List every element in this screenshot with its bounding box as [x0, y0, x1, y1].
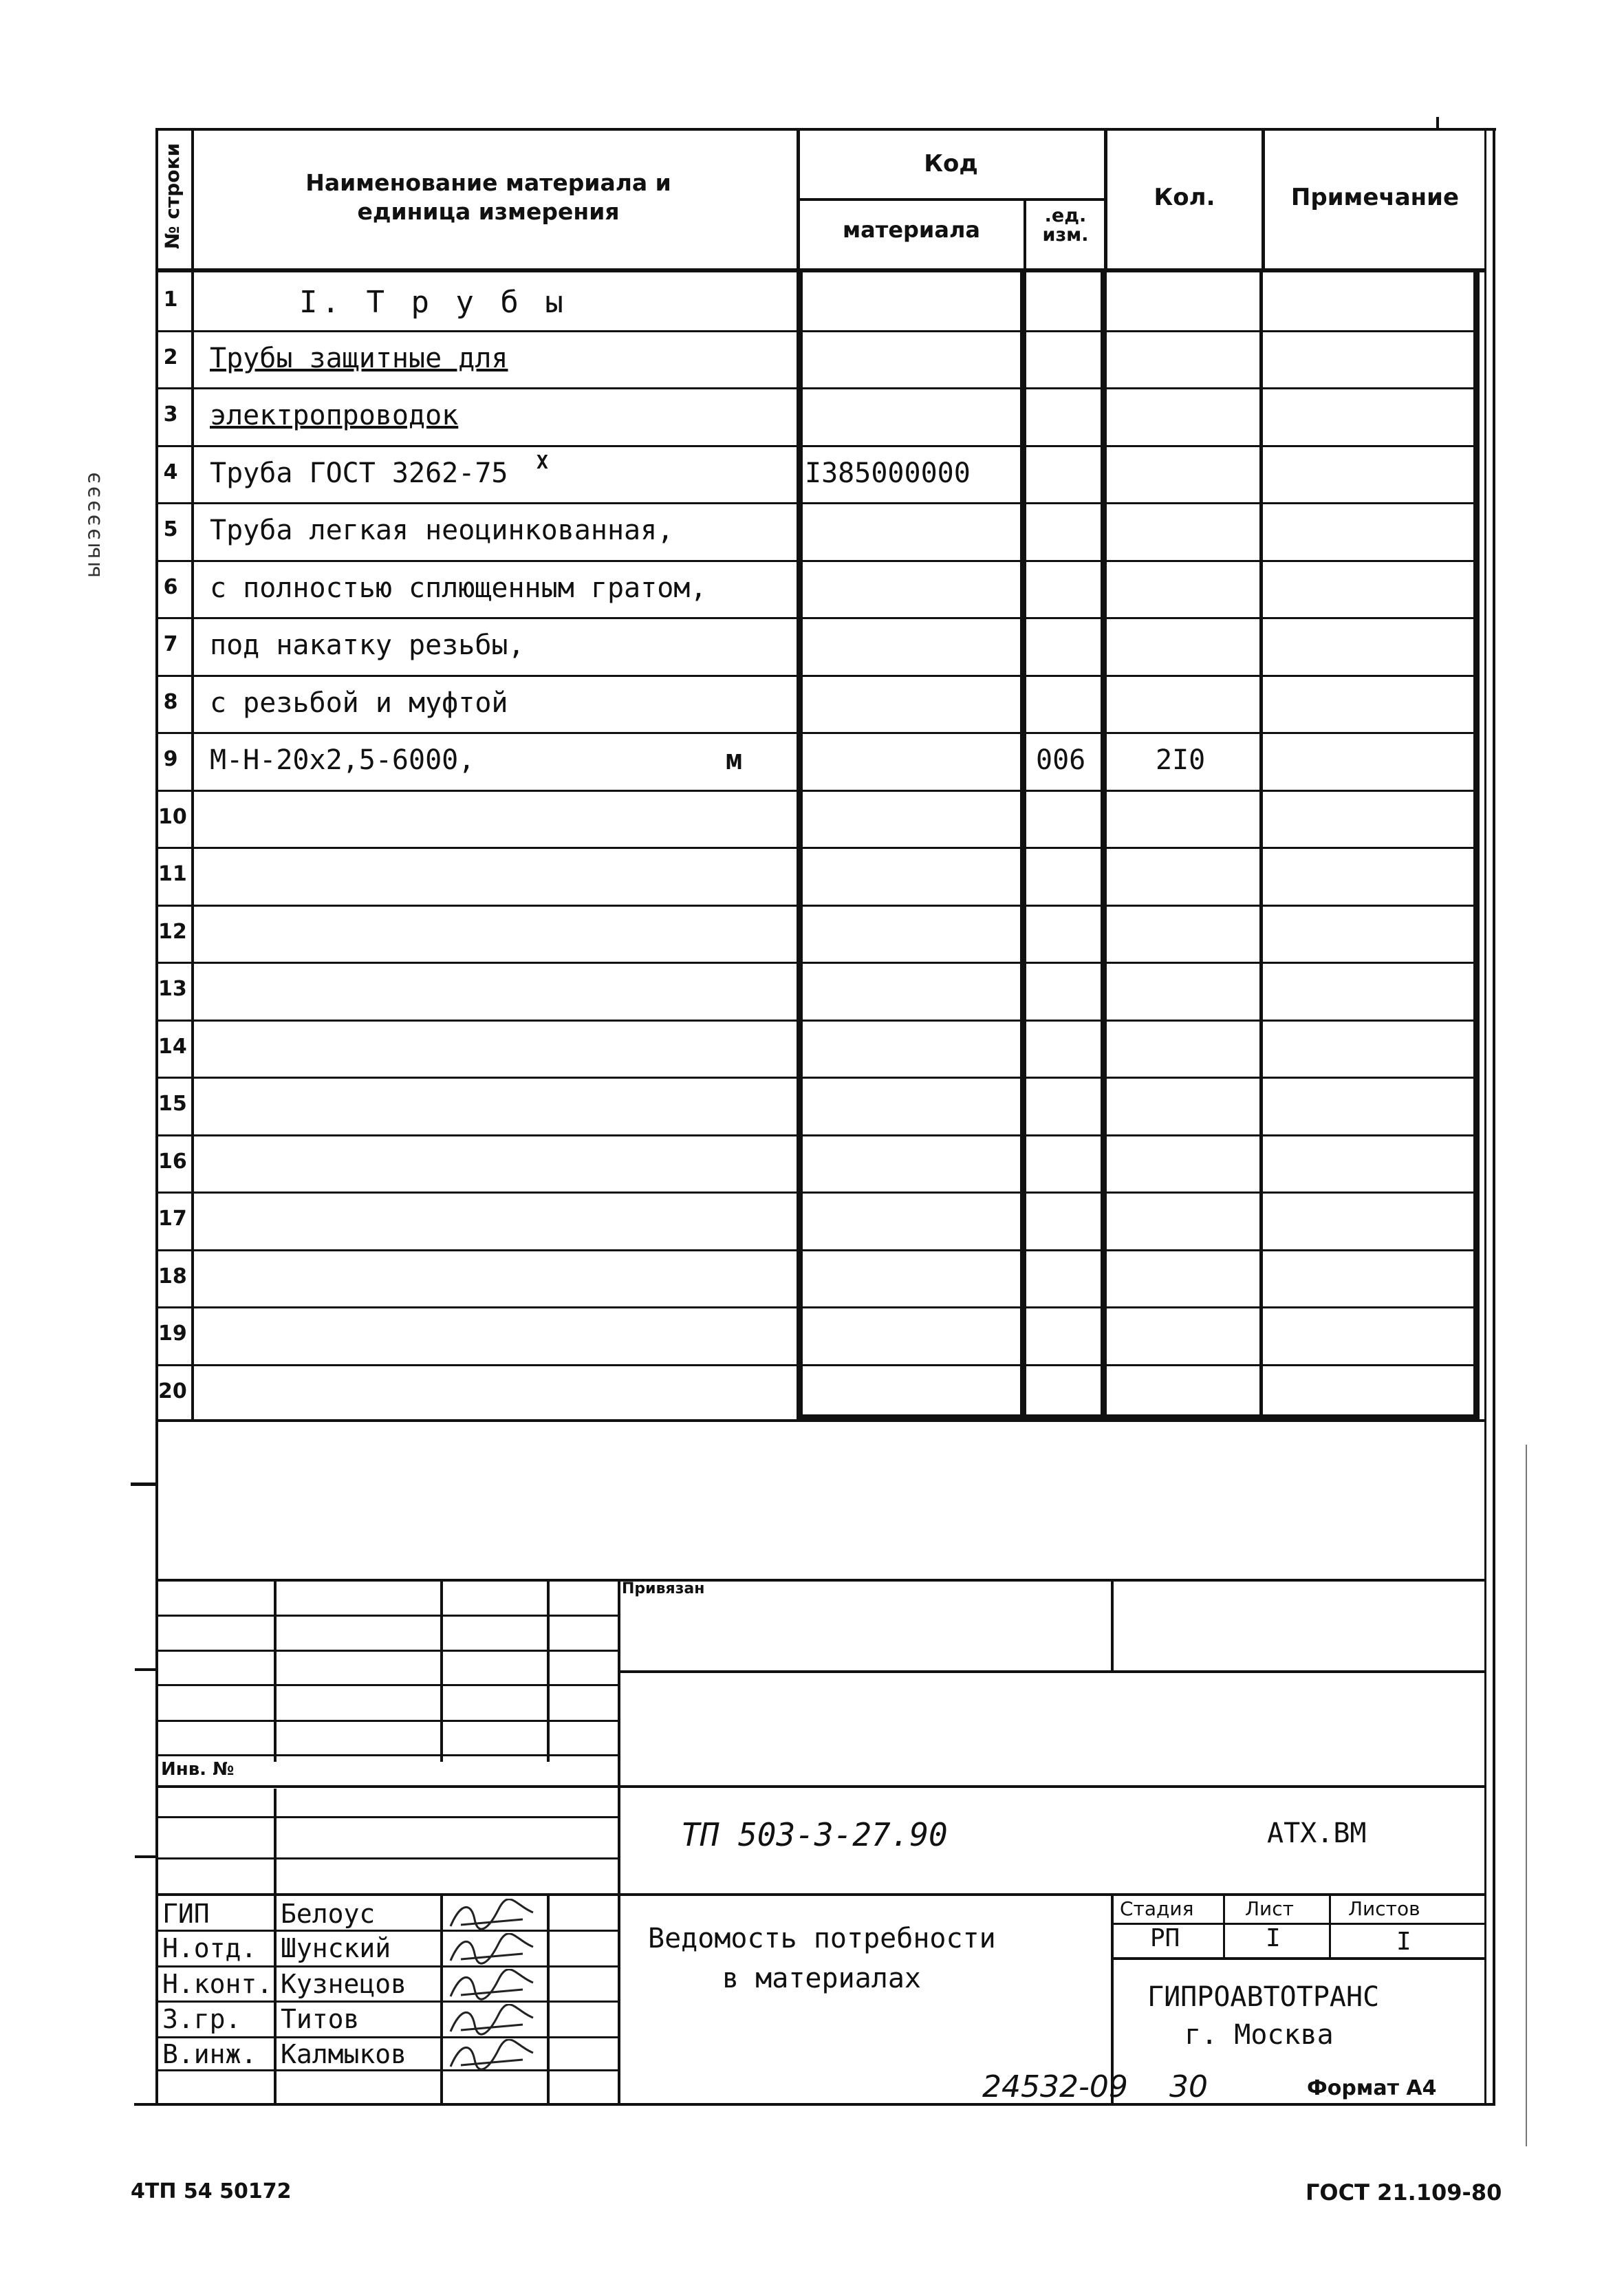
- signature-role: В.инж.: [162, 2039, 257, 2069]
- left-code: 4ТП 54 50172: [131, 2179, 292, 2203]
- frame-edge-tick: [1436, 117, 1439, 131]
- header-col-line: [191, 128, 194, 272]
- doc-code: ТП 503-3-27.90: [681, 1816, 948, 1853]
- row-number: 4: [163, 460, 178, 484]
- row-name: электропроводок: [210, 400, 459, 431]
- doc-title-1: Ведомость потребности: [648, 1923, 996, 1954]
- org-name: ГИПРОАВТОТРАНС: [1147, 1981, 1380, 2013]
- row-name-superscript: X: [537, 451, 548, 473]
- body-col-qty-right: [1259, 272, 1263, 1421]
- row-line: [155, 445, 1477, 447]
- header-bottom-line: [155, 268, 1486, 272]
- header-col-line: [1024, 200, 1026, 272]
- doc-title-2: в материалах: [722, 1963, 921, 1994]
- signature-role: Н.отд.: [162, 1933, 257, 1963]
- row-line: [155, 1192, 1477, 1194]
- handwritten-signature: [447, 1969, 537, 2002]
- signature-role: З.гр.: [162, 2004, 241, 2034]
- frame-right-inner: [1484, 128, 1486, 2106]
- body-col-code-left: [797, 272, 803, 1421]
- handwritten-signature: [447, 2004, 537, 2037]
- privyazan-label: Привязан: [622, 1580, 705, 1597]
- stage-label: Стадия: [1120, 1897, 1194, 1920]
- stamp-v: [274, 1789, 277, 2105]
- row-number: 17: [158, 1207, 187, 1231]
- signature-role: ГИП: [162, 1899, 210, 1929]
- row-no-header: № строки: [161, 142, 184, 250]
- doc-number: 24532-09: [982, 2069, 1128, 2104]
- header-col-line: [1262, 128, 1265, 272]
- row-uom: м: [726, 744, 743, 776]
- stamp-h: [155, 1615, 619, 1617]
- row-line: [155, 1020, 1477, 1022]
- handwritten-signature: [447, 1899, 537, 1932]
- org-city: г. Москва: [1184, 2019, 1334, 2051]
- page-number: 30: [1169, 2069, 1208, 2104]
- side-mark: ыыэээээ: [81, 469, 105, 578]
- row-number: 19: [158, 1322, 187, 1346]
- stamp-h: [155, 2069, 619, 2071]
- row-line: [155, 1134, 1477, 1136]
- row-number: 10: [158, 805, 187, 829]
- row-line: [155, 330, 1477, 332]
- handwritten-signature: [447, 2039, 537, 2072]
- stamp-h: [155, 1965, 619, 1967]
- row-name: под накатку резьбы,: [210, 629, 525, 661]
- stamp-h: [155, 1930, 619, 1932]
- bind-tick: [135, 1668, 157, 1671]
- row-number: 20: [158, 1379, 187, 1403]
- stamp-v: [1223, 1893, 1225, 1959]
- note-header: Примечание: [1290, 184, 1460, 211]
- signature-name: Калмыков: [281, 2039, 407, 2069]
- sheets-value: I: [1396, 1928, 1411, 1956]
- row-number: 15: [158, 1092, 187, 1116]
- row-line: [155, 617, 1477, 619]
- stamp-h: [155, 1684, 619, 1686]
- row-unit-code: 006: [1036, 744, 1086, 776]
- stamp-h: [155, 2001, 619, 2003]
- row-name: с резьбой и муфтой: [210, 687, 508, 719]
- row-line: [155, 962, 1477, 964]
- stamp-h: [155, 1816, 619, 1818]
- row-number: 9: [163, 747, 178, 771]
- handwritten-signature: [447, 1933, 537, 1966]
- body-col-code-right: [1020, 272, 1026, 1421]
- row-number: 16: [158, 1150, 187, 1174]
- stamp-v: [440, 1579, 443, 1762]
- row-number: 12: [158, 920, 187, 944]
- row-line: [155, 387, 1477, 389]
- stamp-v: [547, 1579, 550, 1762]
- row-number: 11: [158, 862, 187, 886]
- row-number: 18: [158, 1264, 187, 1289]
- frame-top: [155, 128, 1496, 131]
- row-line: [155, 1364, 1477, 1366]
- row-line: [155, 847, 1477, 849]
- inv-label: Инв. №: [161, 1759, 235, 1780]
- code-header: Код: [924, 150, 978, 177]
- stamp-h: [618, 1670, 1486, 1673]
- row-name: Труба ГОСТ 3262-75: [210, 457, 508, 489]
- row-line: [155, 732, 1477, 734]
- row-line: [155, 1077, 1477, 1079]
- stamp-h: [155, 1893, 1486, 1896]
- header-sub-line: [797, 198, 1106, 201]
- sheets-label: Листов: [1348, 1897, 1420, 1920]
- bind-tick: [135, 1855, 157, 1858]
- sheet-label: Лист: [1245, 1897, 1294, 1920]
- signature-name: Кузнецов: [281, 1969, 407, 1999]
- qty-header: Кол.: [1154, 184, 1215, 211]
- row-number: 5: [163, 517, 178, 541]
- body-bottom: [155, 1419, 1486, 1422]
- row-number: 1: [163, 288, 178, 312]
- signature-name: Шунский: [281, 1933, 391, 1963]
- row-name: с полностью сплющенным гратом,: [210, 572, 707, 604]
- sheet-value: I: [1266, 1924, 1281, 1952]
- unit-header: .ед. изм.: [1042, 205, 1089, 246]
- row-name: М-Н-20х2,5-6000,: [210, 744, 475, 776]
- bind-tick: [131, 1482, 157, 1486]
- stamp-h: [1111, 1957, 1486, 1960]
- signature-name: Титов: [281, 2004, 360, 2034]
- row-line: [155, 790, 1477, 792]
- stage-value: РП: [1150, 1924, 1180, 1952]
- row-material-code: I385000000: [805, 457, 971, 489]
- row-line: [155, 560, 1477, 562]
- stamp-h: [155, 1785, 1486, 1788]
- doc-mark: АТХ.ВМ: [1267, 1818, 1367, 1849]
- row-number: 13: [158, 977, 187, 1001]
- row-line: [155, 1249, 1477, 1251]
- row-number: 14: [158, 1035, 187, 1059]
- body-col-unit-right: [1101, 272, 1107, 1421]
- row-number: 2: [163, 345, 178, 369]
- row-line: [155, 502, 1477, 504]
- row-quantity: 2I0: [1156, 744, 1206, 776]
- stamp-v: [274, 1579, 277, 1762]
- stamp-top: [155, 1579, 1486, 1582]
- stamp-h: [155, 1720, 619, 1722]
- body-col-note-right: [1473, 272, 1480, 1421]
- stamp-v-main: [618, 1579, 620, 2105]
- frame-right-outer: [1493, 128, 1495, 2106]
- frame-bottom: [134, 2103, 1495, 2106]
- stamp-h: [155, 1754, 619, 1756]
- row-line: [155, 675, 1477, 677]
- row-name: Труба легкая неоцинкованная,: [210, 515, 674, 546]
- stamp-h: [155, 1650, 619, 1652]
- row-line: [155, 905, 1477, 907]
- stamp-h: [155, 1857, 619, 1859]
- gost-label: ГОСТ 21.109-80: [1306, 2179, 1502, 2206]
- row-number: 7: [163, 632, 178, 656]
- stamp-v: [1111, 1579, 1114, 1672]
- material-header: материала: [843, 217, 980, 243]
- signature-name: Белоус: [281, 1899, 376, 1929]
- signature-role: Н.конт.: [162, 1969, 273, 1999]
- row-number: 6: [163, 575, 178, 599]
- row-name: Трубы защитные для: [210, 343, 508, 374]
- stamp-v: [1329, 1893, 1331, 1959]
- name-header: Наименование материала и единица измерения: [305, 169, 671, 225]
- far-right-edge: [1526, 1445, 1527, 2146]
- stamp-h: [155, 2036, 619, 2038]
- row-number: 3: [163, 402, 178, 427]
- row-number: 8: [163, 690, 178, 714]
- row-name: I. Т р у б ы: [299, 285, 567, 320]
- body-col-rowno: [191, 272, 194, 1421]
- row-line: [155, 1306, 1477, 1308]
- format-label: Формат А4: [1307, 2076, 1437, 2100]
